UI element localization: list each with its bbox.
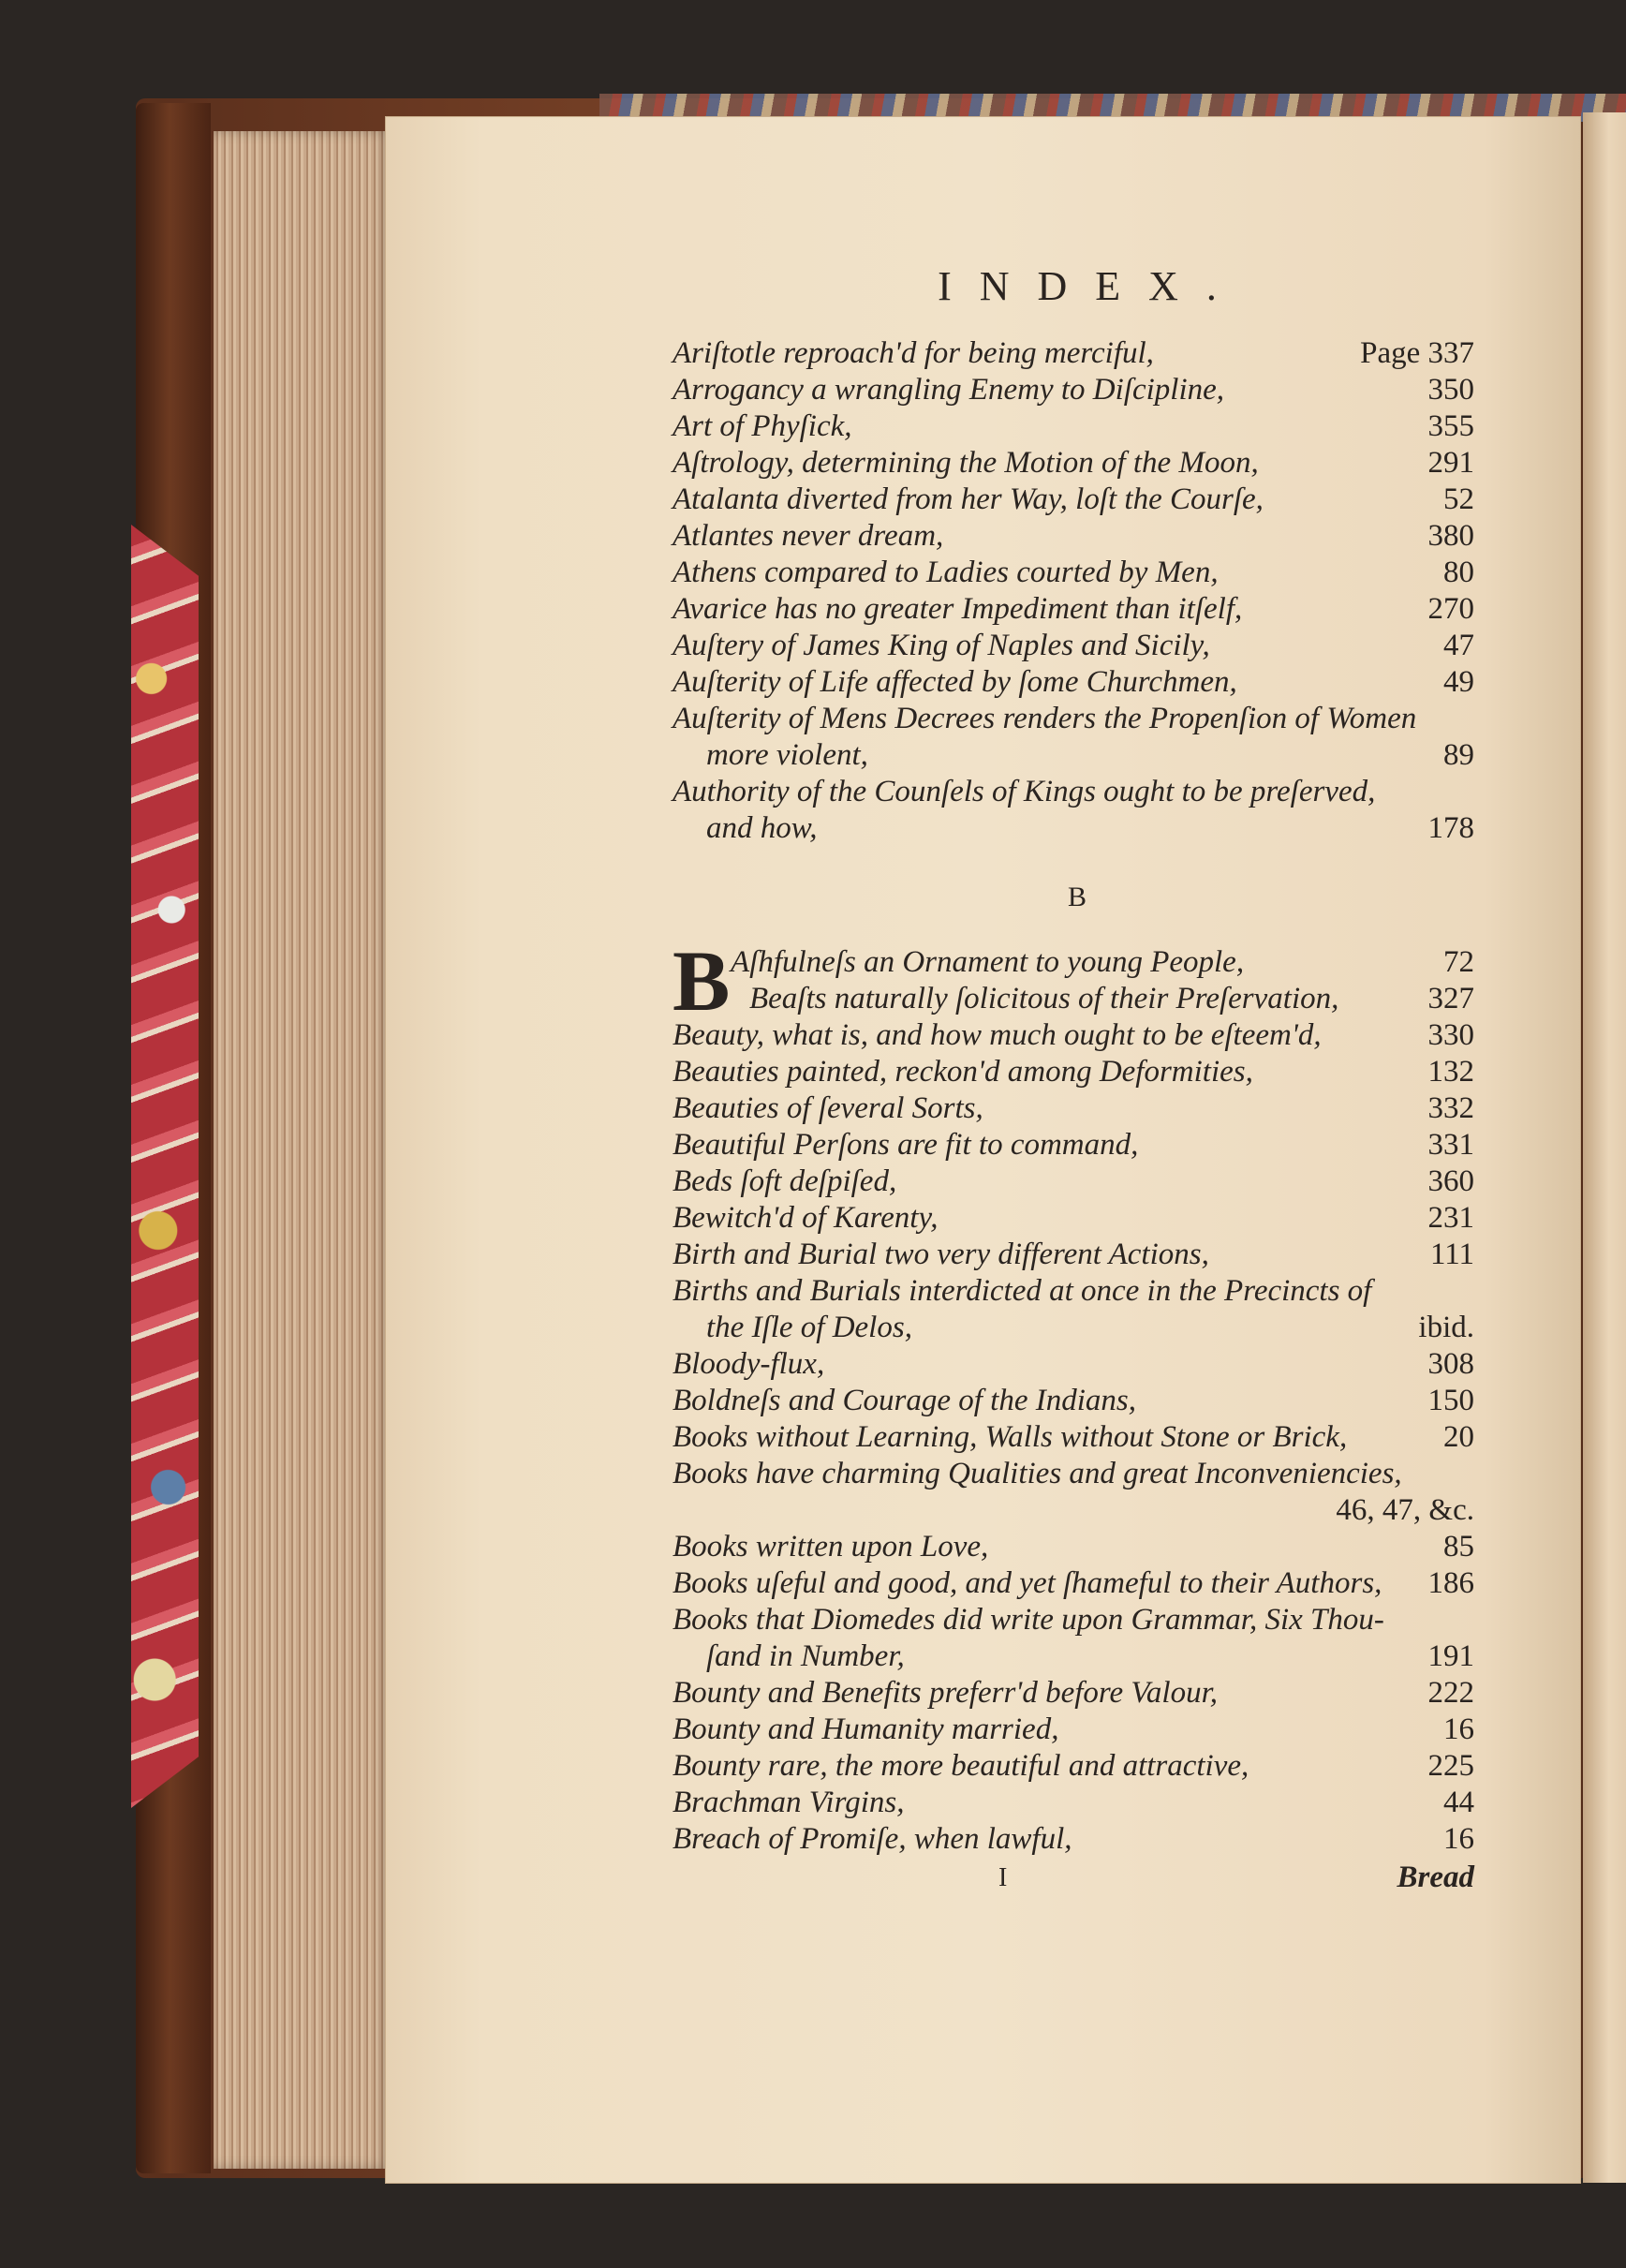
entry-text: Bounty and Benefits preferr'd before Valour, — [673, 1676, 1219, 1710]
entry-text: Birth and Burial two very different Actions, — [673, 1238, 1209, 1271]
catchword: Bread — [1397, 1860, 1474, 1894]
entry-page: 308 — [1427, 1347, 1474, 1381]
entry-text: Aſhfulneſs an Ornament to young People, — [731, 945, 1245, 979]
entry-text: Atlantes never dream, — [673, 519, 944, 553]
page-footer — [673, 1860, 1482, 1896]
index-entry — [673, 1127, 1482, 1164]
entry-text: Books have charming Qualities and great Inconveniencies, — [673, 1457, 1402, 1490]
entry-text: and how, — [706, 811, 818, 845]
index-entry — [673, 1237, 1482, 1273]
index-entry — [673, 1748, 1482, 1785]
entry-text: Beauties painted, reckon'd among Deformities, — [673, 1055, 1253, 1089]
drop-cap: B — [673, 933, 731, 1029]
entry-text: Athens compared to Ladies courted by Men, — [673, 556, 1219, 589]
entry-page: 222 — [1427, 1676, 1474, 1710]
entry-page: 231 — [1427, 1201, 1474, 1235]
entry-page: 20 — [1443, 1420, 1474, 1454]
entry-text: Books without Learning, Walls without Stone or Brick, — [673, 1420, 1348, 1454]
entry-page: 355 — [1427, 409, 1474, 443]
index-entry — [673, 1638, 1482, 1675]
index-entry — [673, 981, 1482, 1017]
index-entry — [673, 372, 1482, 408]
index-entry — [673, 1383, 1482, 1419]
index-entry — [673, 1785, 1482, 1821]
entry-page: 49 — [1443, 665, 1474, 699]
index-entry — [673, 445, 1482, 482]
index-entry — [673, 1273, 1482, 1310]
entry-text: Auſtery of James King of Naples and Sicily, — [673, 629, 1210, 662]
index-entry — [673, 774, 1482, 810]
index-entry — [673, 335, 1482, 372]
index-entry — [673, 1090, 1482, 1127]
entry-page: ibid. — [1418, 1311, 1474, 1344]
entry-page: 178 — [1427, 811, 1474, 845]
marbled-board — [131, 525, 199, 1808]
entry-text: more violent, — [706, 738, 868, 772]
entry-text: Bloody-flux, — [673, 1347, 825, 1381]
entry-text: Bounty and Humanity married, — [673, 1712, 1059, 1746]
entry-page: 270 — [1427, 592, 1474, 626]
section-a-list — [673, 335, 1482, 847]
index-entry — [673, 1419, 1482, 1456]
index-entry — [673, 518, 1482, 555]
entry-text: Breach of Promiſe, when lawful, — [673, 1822, 1072, 1856]
entry-text: Bounty rare, the more beautiful and attractive, — [673, 1749, 1249, 1783]
entry-page: 72 — [1443, 945, 1474, 979]
entry-text: Aſtrology, determining the Motion of the Moon, — [673, 446, 1259, 480]
entry-page: 186 — [1427, 1566, 1474, 1600]
entry-text: Bewitch'd of Karenty, — [673, 1201, 939, 1235]
entry-text: Auſterity of Life affected by ſome Churchmen, — [673, 665, 1237, 699]
entry-text: Avarice has no greater Impediment than itſelf, — [673, 592, 1243, 626]
entry-text: Beaſts naturally ſolicitous of their Preſervation, — [749, 982, 1339, 1015]
entry-page: 80 — [1443, 556, 1474, 589]
entry-page: 16 — [1443, 1712, 1474, 1746]
index-entry — [673, 810, 1482, 847]
entry-page: 47 — [1443, 629, 1474, 662]
entry-text: Beauties of ſeveral Sorts, — [673, 1091, 983, 1125]
index-entry — [673, 1712, 1482, 1748]
index-entry — [673, 1200, 1482, 1237]
index-entry — [673, 408, 1482, 445]
index-entry — [673, 701, 1482, 737]
index-entry — [673, 1565, 1482, 1602]
entry-text: Boldneſs and Courage of the Indians, — [673, 1384, 1136, 1417]
entry-page: Page 337 — [1360, 336, 1474, 370]
entry-page: 52 — [1443, 482, 1474, 516]
entry-page: 225 — [1427, 1749, 1474, 1783]
entry-text: Beds ſoft deſpiſed, — [673, 1164, 897, 1198]
section-heading-b: B — [1067, 882, 1086, 912]
entry-text: Beauty, what is, and how much ought to be eſteem'd, — [673, 1018, 1322, 1052]
entry-text: Atalanta diverted from her Way, loſt the Courſe, — [673, 482, 1264, 516]
index-entry — [673, 1821, 1482, 1858]
entry-page: 16 — [1443, 1822, 1474, 1856]
index-entry — [673, 737, 1482, 774]
entry-text: Books that Diomedes did write upon Grammar, Six Thou- — [673, 1603, 1384, 1637]
entry-text: Arrogancy a wrangling Enemy to Diſcipline, — [673, 373, 1225, 407]
index-entry — [673, 628, 1482, 664]
page-title: INDEX. — [938, 263, 1245, 309]
entry-page: 360 — [1427, 1164, 1474, 1198]
facing-page — [1583, 112, 1626, 2183]
index-entry — [673, 1675, 1482, 1712]
index-entry — [673, 1529, 1482, 1565]
entry-page: 380 — [1427, 519, 1474, 553]
index-entry — [673, 591, 1482, 628]
index-entry — [673, 1054, 1482, 1090]
index-entry — [673, 555, 1482, 591]
entry-page: 291 — [1427, 446, 1474, 480]
entry-page: 350 — [1427, 373, 1474, 407]
section-b-list — [673, 933, 1482, 1858]
signature-mark: I — [998, 1863, 1008, 1892]
entry-text: Births and Burials interdicted at once in the Precincts of — [673, 1274, 1372, 1308]
entry-page: 331 — [1427, 1128, 1474, 1162]
entry-text: the Iſle of Delos, — [706, 1311, 912, 1344]
page-edges — [214, 131, 392, 2169]
entry-page: 332 — [1427, 1091, 1474, 1125]
entry-page: 132 — [1427, 1055, 1474, 1089]
entry-page: 85 — [1443, 1530, 1474, 1564]
entry-text: Auſterity of Mens Decrees renders the Propenſion of Women — [673, 702, 1417, 735]
index-entry — [673, 1456, 1482, 1492]
index-entry — [673, 1164, 1482, 1200]
entry-page: 111 — [1429, 1238, 1474, 1271]
index-entry — [673, 1492, 1482, 1529]
entry-page: 46, 47, &c. — [1336, 1493, 1474, 1527]
entry-page: 44 — [1443, 1786, 1474, 1819]
entry-text: Authority of the Counſels of Kings ought to be preſerved, — [673, 775, 1376, 808]
index-entry — [673, 1310, 1482, 1346]
index-entry — [673, 482, 1482, 518]
entry-text: Art of Phyſick, — [673, 409, 852, 443]
entry-text: ſand in Number, — [706, 1639, 905, 1673]
entry-text: Beautiful Perſons are fit to command, — [673, 1128, 1139, 1162]
entry-page: 330 — [1427, 1018, 1474, 1052]
index-entry — [673, 944, 1482, 981]
entry-text: Brachman Virgins, — [673, 1786, 905, 1819]
index-entry — [673, 1346, 1482, 1383]
entry-text: Books uſeful and good, and yet ſhameful to their Authors, — [673, 1566, 1382, 1600]
entry-page: 89 — [1443, 738, 1474, 772]
index-entry — [673, 1602, 1482, 1638]
index-entry — [673, 664, 1482, 701]
entry-text: Books written upon Love, — [673, 1530, 989, 1564]
entry-page: 150 — [1427, 1384, 1474, 1417]
entry-page: 191 — [1427, 1639, 1474, 1673]
index-text — [673, 262, 1482, 1896]
entry-text: Ariſtotle reproach'd for being merciful, — [673, 336, 1154, 370]
entry-page: 327 — [1427, 982, 1474, 1015]
index-entry — [673, 1017, 1482, 1054]
